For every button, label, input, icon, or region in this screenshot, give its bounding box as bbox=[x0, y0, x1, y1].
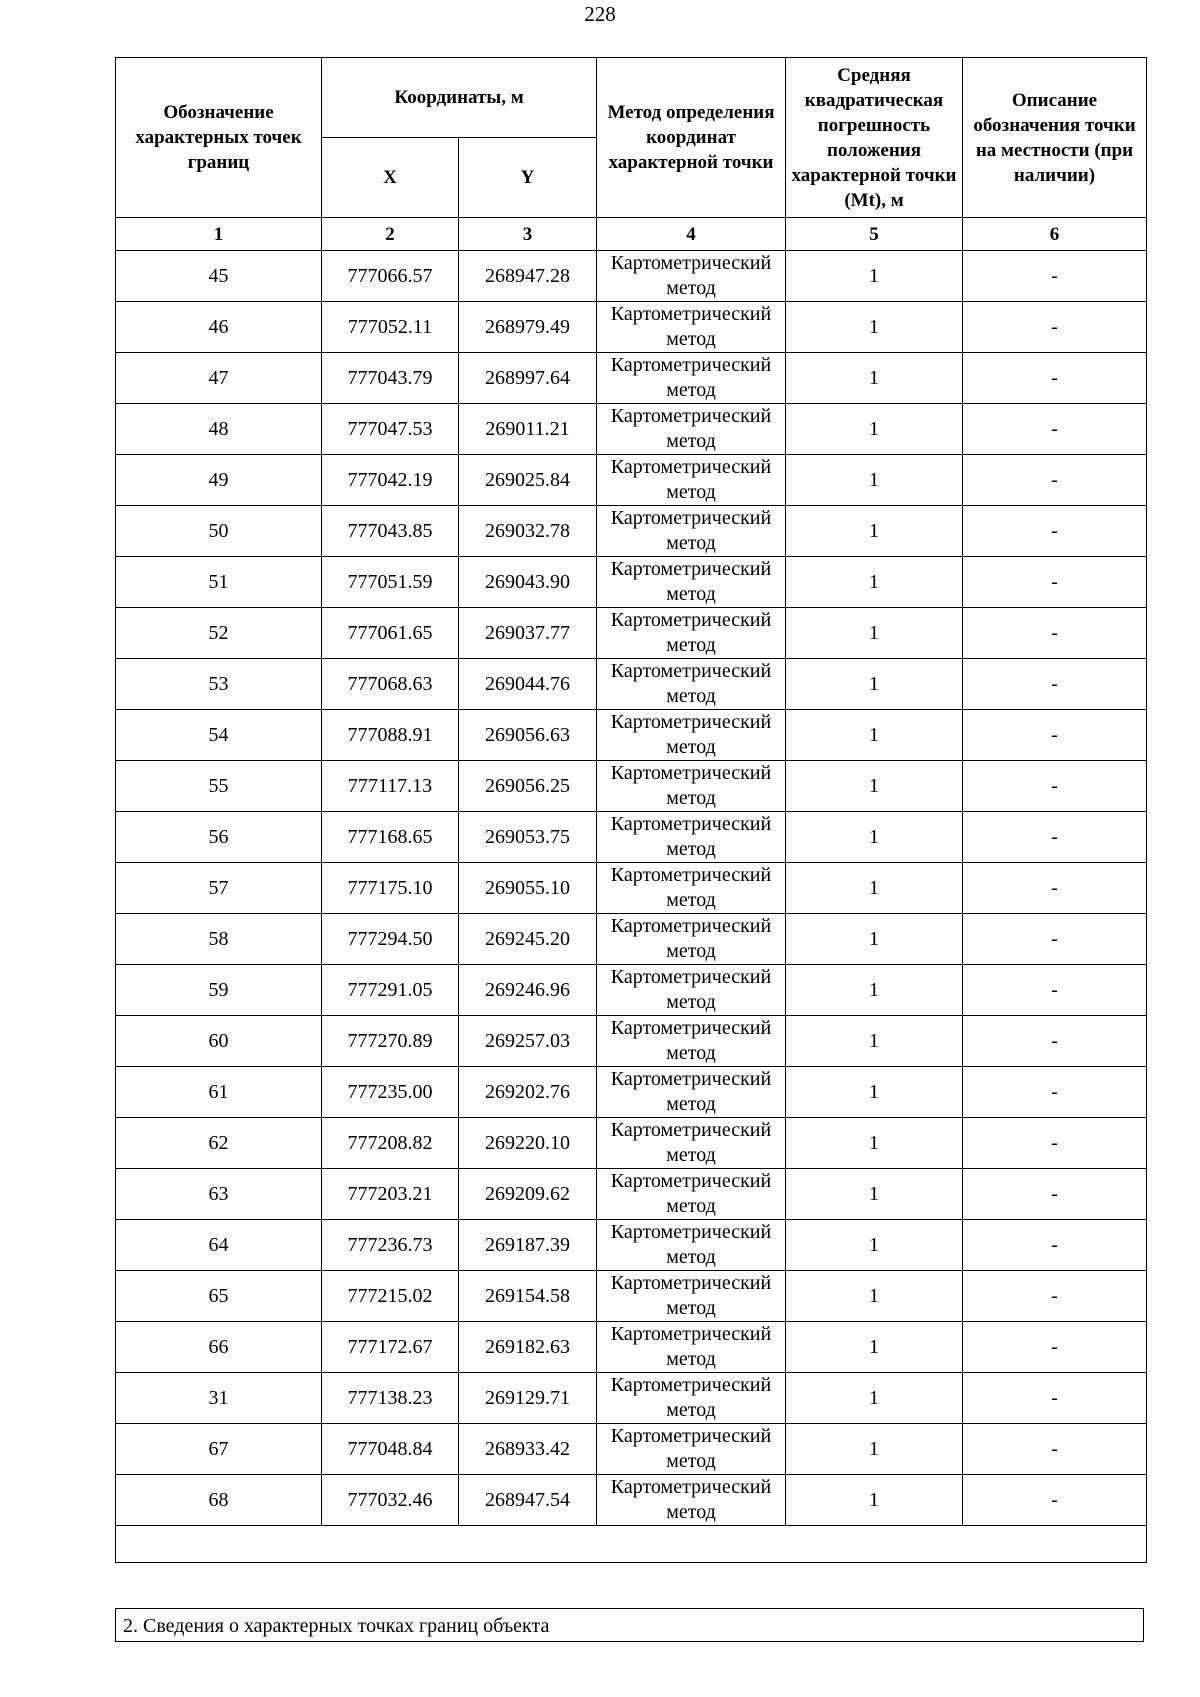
cell-mt: 1 bbox=[786, 710, 963, 761]
header-x: X bbox=[322, 138, 459, 218]
cell-mt: 1 bbox=[786, 1271, 963, 1322]
cell-mt: 1 bbox=[786, 1016, 963, 1067]
cell-description: - bbox=[963, 659, 1147, 710]
cell-x: 777203.21 bbox=[322, 1169, 459, 1220]
cell-description: - bbox=[963, 1271, 1147, 1322]
cell-mt: 1 bbox=[786, 659, 963, 710]
cell-method: Картометрический метод bbox=[597, 557, 786, 608]
cell-y: 269182.63 bbox=[459, 1322, 597, 1373]
table-body bbox=[116, 251, 1147, 1563]
cell-y: 269202.76 bbox=[459, 1067, 597, 1118]
cell-method: Картометрический метод bbox=[597, 1067, 786, 1118]
cell-mt: 1 bbox=[786, 302, 963, 353]
cell-description: - bbox=[963, 608, 1147, 659]
cell-x: 777047.53 bbox=[322, 404, 459, 455]
table-row bbox=[116, 353, 1147, 404]
table-row bbox=[116, 1322, 1147, 1373]
cell-point: 31 bbox=[116, 1373, 322, 1424]
cell-description: - bbox=[963, 1322, 1147, 1373]
cell-y: 268933.42 bbox=[459, 1424, 597, 1475]
header-y: Y bbox=[459, 138, 597, 218]
header-method: Метод определения координат характерной точки bbox=[597, 58, 786, 218]
cell-description: - bbox=[963, 965, 1147, 1016]
cell-point: 50 bbox=[116, 506, 322, 557]
cell-method: Картометрический метод bbox=[597, 1271, 786, 1322]
header-error: Средняя квадратическая погрешность положения характерной точки (Mt), м bbox=[786, 58, 963, 218]
cell-x: 777291.05 bbox=[322, 965, 459, 1016]
table-row bbox=[116, 1271, 1147, 1322]
cell-method: Картометрический метод bbox=[597, 506, 786, 557]
header-designation: Обозначение характерных точек границ bbox=[116, 58, 322, 218]
cell-method: Картометрический метод bbox=[597, 812, 786, 863]
cell-y: 268997.64 bbox=[459, 353, 597, 404]
cell-y: 269037.77 bbox=[459, 608, 597, 659]
cell-description: - bbox=[963, 1475, 1147, 1526]
cell-x: 777032.46 bbox=[322, 1475, 459, 1526]
cell-mt: 1 bbox=[786, 812, 963, 863]
cell-method: Картометрический метод bbox=[597, 1424, 786, 1475]
cell-x: 777138.23 bbox=[322, 1373, 459, 1424]
cell-method: Картометрический метод bbox=[597, 1322, 786, 1373]
column-number: 2 bbox=[322, 218, 459, 251]
cell-point: 51 bbox=[116, 557, 322, 608]
cell-y: 269032.78 bbox=[459, 506, 597, 557]
cell-mt: 1 bbox=[786, 1220, 963, 1271]
cell-x: 777052.11 bbox=[322, 302, 459, 353]
cell-x: 777068.63 bbox=[322, 659, 459, 710]
table-row bbox=[116, 1016, 1147, 1067]
cell-method: Картометрический метод bbox=[597, 1475, 786, 1526]
cell-x: 777061.65 bbox=[322, 608, 459, 659]
cell-y: 269043.90 bbox=[459, 557, 597, 608]
cell-mt: 1 bbox=[786, 557, 963, 608]
cell-description: - bbox=[963, 455, 1147, 506]
cell-y: 269154.58 bbox=[459, 1271, 597, 1322]
cell-method: Картометрический метод bbox=[597, 1016, 786, 1067]
cell-point: 54 bbox=[116, 710, 322, 761]
cell-y: 268947.28 bbox=[459, 251, 597, 302]
cell-point: 45 bbox=[116, 251, 322, 302]
table-row bbox=[116, 1169, 1147, 1220]
cell-method: Картометрический метод bbox=[597, 302, 786, 353]
cell-mt: 1 bbox=[786, 506, 963, 557]
cell-x: 777294.50 bbox=[322, 914, 459, 965]
table-row bbox=[116, 608, 1147, 659]
cell-description: - bbox=[963, 1016, 1147, 1067]
cell-description: - bbox=[963, 557, 1147, 608]
cell-x: 777236.73 bbox=[322, 1220, 459, 1271]
cell-mt: 1 bbox=[786, 1118, 963, 1169]
cell-y: 268947.54 bbox=[459, 1475, 597, 1526]
empty-row bbox=[116, 1526, 1147, 1563]
cell-description: - bbox=[963, 761, 1147, 812]
cell-mt: 1 bbox=[786, 608, 963, 659]
table-row bbox=[116, 1118, 1147, 1169]
cell-description: - bbox=[963, 302, 1147, 353]
cell-method: Картометрический метод bbox=[597, 659, 786, 710]
cell-point: 68 bbox=[116, 1475, 322, 1526]
cell-method: Картометрический метод bbox=[597, 761, 786, 812]
cell-method: Картометрический метод bbox=[597, 608, 786, 659]
cell-method: Картометрический метод bbox=[597, 1169, 786, 1220]
cell-point: 64 bbox=[116, 1220, 322, 1271]
cell-mt: 1 bbox=[786, 965, 963, 1016]
cell-point: 46 bbox=[116, 302, 322, 353]
cell-point: 65 bbox=[116, 1271, 322, 1322]
cell-point: 58 bbox=[116, 914, 322, 965]
cell-x: 777043.79 bbox=[322, 353, 459, 404]
header-description: Описание обозначения точки на местности (при наличии) bbox=[963, 58, 1147, 218]
table-row bbox=[116, 1220, 1147, 1271]
header-coordinates: Координаты, м bbox=[322, 58, 597, 138]
table-row bbox=[116, 812, 1147, 863]
table-row bbox=[116, 1067, 1147, 1118]
cell-description: - bbox=[963, 1373, 1147, 1424]
cell-y: 269187.39 bbox=[459, 1220, 597, 1271]
cell-description: - bbox=[963, 812, 1147, 863]
cell-y: 269245.20 bbox=[459, 914, 597, 965]
cell-description: - bbox=[963, 1220, 1147, 1271]
cell-point: 56 bbox=[116, 812, 322, 863]
cell-description: - bbox=[963, 251, 1147, 302]
cell-point: 59 bbox=[116, 965, 322, 1016]
cell-description: - bbox=[963, 863, 1147, 914]
cell-y: 269053.75 bbox=[459, 812, 597, 863]
cell-x: 777043.85 bbox=[322, 506, 459, 557]
cell-x: 777042.19 bbox=[322, 455, 459, 506]
cell-y: 269056.63 bbox=[459, 710, 597, 761]
table-row bbox=[116, 251, 1147, 302]
cell-mt: 1 bbox=[786, 404, 963, 455]
cell-mt: 1 bbox=[786, 863, 963, 914]
cell-description: - bbox=[963, 506, 1147, 557]
cell-x: 777066.57 bbox=[322, 251, 459, 302]
cell-point: 52 bbox=[116, 608, 322, 659]
column-number: 5 bbox=[786, 218, 963, 251]
cell-point: 47 bbox=[116, 353, 322, 404]
table-row bbox=[116, 761, 1147, 812]
cell-y: 269055.10 bbox=[459, 863, 597, 914]
cell-mt: 1 bbox=[786, 251, 963, 302]
cell-mt: 1 bbox=[786, 914, 963, 965]
table-row bbox=[116, 965, 1147, 1016]
column-number: 6 bbox=[963, 218, 1147, 251]
cell-description: - bbox=[963, 1169, 1147, 1220]
cell-description: - bbox=[963, 710, 1147, 761]
cell-y: 269025.84 bbox=[459, 455, 597, 506]
cell-x: 777270.89 bbox=[322, 1016, 459, 1067]
table-row bbox=[116, 1475, 1147, 1526]
table-row bbox=[116, 1424, 1147, 1475]
cell-y: 268979.49 bbox=[459, 302, 597, 353]
cell-x: 777117.13 bbox=[322, 761, 459, 812]
cell-mt: 1 bbox=[786, 1424, 963, 1475]
cell-x: 777051.59 bbox=[322, 557, 459, 608]
cell-point: 53 bbox=[116, 659, 322, 710]
table-row bbox=[116, 506, 1147, 557]
cell-point: 49 bbox=[116, 455, 322, 506]
cell-point: 57 bbox=[116, 863, 322, 914]
column-number: 1 bbox=[116, 218, 322, 251]
cell-mt: 1 bbox=[786, 1475, 963, 1526]
column-number: 4 bbox=[597, 218, 786, 251]
cell-y: 269220.10 bbox=[459, 1118, 597, 1169]
cell-mt: 1 bbox=[786, 761, 963, 812]
cell-x: 777215.02 bbox=[322, 1271, 459, 1322]
cell-point: 63 bbox=[116, 1169, 322, 1220]
cell-point: 66 bbox=[116, 1322, 322, 1373]
cell-point: 60 bbox=[116, 1016, 322, 1067]
cell-description: - bbox=[963, 404, 1147, 455]
column-number: 3 bbox=[459, 218, 597, 251]
page-number: 228 bbox=[584, 2, 616, 26]
cell-x: 777172.67 bbox=[322, 1322, 459, 1373]
table-row bbox=[116, 557, 1147, 608]
cell-y: 269209.62 bbox=[459, 1169, 597, 1220]
table-row bbox=[116, 710, 1147, 761]
section-heading: 2. Сведения о характерных точках границ объекта bbox=[115, 1608, 1144, 1642]
cell-description: - bbox=[963, 914, 1147, 965]
cell-x: 777168.65 bbox=[322, 812, 459, 863]
cell-x: 777088.91 bbox=[322, 710, 459, 761]
table-row bbox=[116, 659, 1147, 710]
cell-y: 269257.03 bbox=[459, 1016, 597, 1067]
cell-y: 269044.76 bbox=[459, 659, 597, 710]
cell-method: Картометрический метод bbox=[597, 455, 786, 506]
cell-y: 269129.71 bbox=[459, 1373, 597, 1424]
cell-y: 269056.25 bbox=[459, 761, 597, 812]
cell-x: 777048.84 bbox=[322, 1424, 459, 1475]
cell-method: Картометрический метод bbox=[597, 353, 786, 404]
cell-x: 777235.00 bbox=[322, 1067, 459, 1118]
table-row bbox=[116, 914, 1147, 965]
cell-point: 61 bbox=[116, 1067, 322, 1118]
cell-mt: 1 bbox=[786, 1373, 963, 1424]
cell-method: Картометрический метод bbox=[597, 710, 786, 761]
table-row bbox=[116, 863, 1147, 914]
table-row bbox=[116, 404, 1147, 455]
cell-mt: 1 bbox=[786, 353, 963, 404]
cell-point: 48 bbox=[116, 404, 322, 455]
table-row bbox=[116, 1373, 1147, 1424]
cell-y: 269011.21 bbox=[459, 404, 597, 455]
cell-x: 777175.10 bbox=[322, 863, 459, 914]
cell-y: 269246.96 bbox=[459, 965, 597, 1016]
cell-point: 67 bbox=[116, 1424, 322, 1475]
cell-x: 777208.82 bbox=[322, 1118, 459, 1169]
empty-cell bbox=[116, 1526, 1147, 1563]
cell-method: Картометрический метод bbox=[597, 1118, 786, 1169]
cell-method: Картометрический метод bbox=[597, 251, 786, 302]
cell-mt: 1 bbox=[786, 1169, 963, 1220]
cell-point: 55 bbox=[116, 761, 322, 812]
cell-method: Картометрический метод bbox=[597, 404, 786, 455]
cell-description: - bbox=[963, 1424, 1147, 1475]
cell-description: - bbox=[963, 353, 1147, 404]
cell-description: - bbox=[963, 1118, 1147, 1169]
cell-method: Картометрический метод bbox=[597, 1220, 786, 1271]
cell-point: 62 bbox=[116, 1118, 322, 1169]
cell-mt: 1 bbox=[786, 1067, 963, 1118]
table-row bbox=[116, 302, 1147, 353]
coordinates-table bbox=[115, 57, 1147, 1563]
table-row bbox=[116, 455, 1147, 506]
cell-mt: 1 bbox=[786, 1322, 963, 1373]
cell-method: Картометрический метод bbox=[597, 863, 786, 914]
cell-method: Картометрический метод bbox=[597, 965, 786, 1016]
cell-method: Картометрический метод bbox=[597, 1373, 786, 1424]
cell-method: Картометрический метод bbox=[597, 914, 786, 965]
cell-mt: 1 bbox=[786, 455, 963, 506]
cell-description: - bbox=[963, 1067, 1147, 1118]
